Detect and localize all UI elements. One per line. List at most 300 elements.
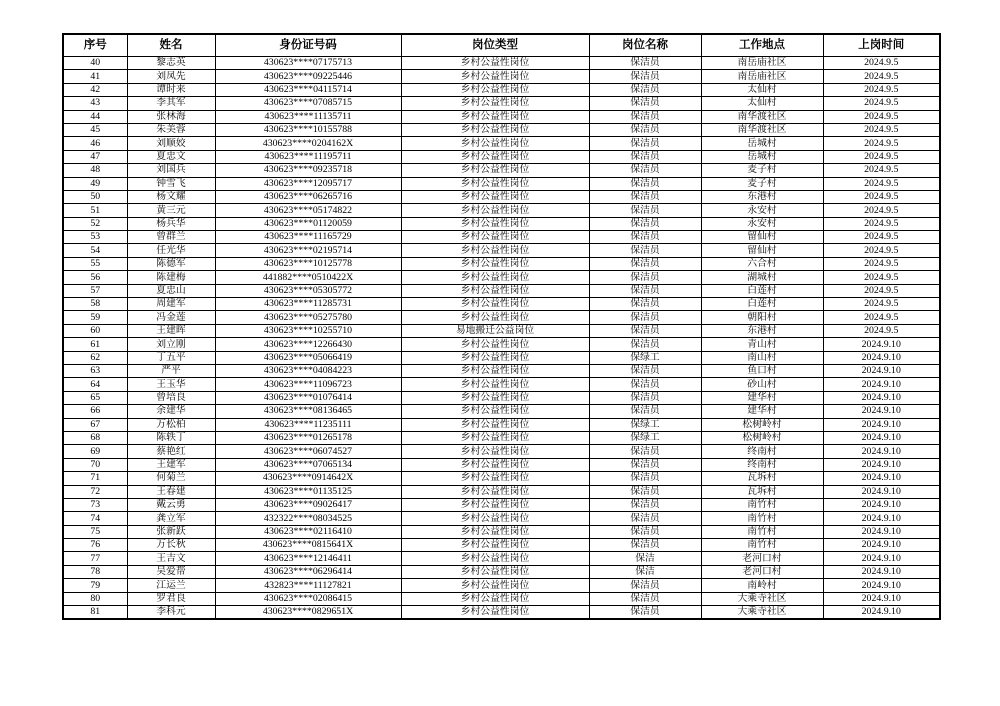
cell-seq: 76 [63,539,127,552]
cell-position-name: 保绿工 [589,431,701,444]
cell-position-name: 保洁员 [589,472,701,485]
cell-start-date: 2024.9.5 [823,123,940,136]
cell-position-name: 保洁员 [589,378,701,391]
cell-name: 杨文耀 [127,190,215,203]
cell-position-type: 乡村公益性岗位 [401,284,589,297]
cell-start-date: 2024.9.10 [823,606,940,620]
cell-position-name: 保洁员 [589,190,701,203]
cell-start-date: 2024.9.10 [823,405,940,418]
table-row [63,177,940,190]
cell-position-type: 乡村公益性岗位 [401,552,589,565]
cell-work-location: 永安村 [701,204,823,217]
cell-work-location: 瓦坼村 [701,472,823,485]
cell-name: 刘国兵 [127,164,215,177]
cell-name: 吴爱帮 [127,565,215,578]
cell-work-location: 建华村 [701,405,823,418]
cell-id-number: 430623****05305772 [215,284,401,297]
roster-table [62,33,941,620]
cell-position-name: 保洁员 [589,231,701,244]
cell-position-type: 乡村公益性岗位 [401,164,589,177]
cell-position-type: 乡村公益性岗位 [401,445,589,458]
cell-position-name: 保洁员 [589,539,701,552]
cell-position-type: 乡村公益性岗位 [401,231,589,244]
cell-position-name: 保洁员 [589,83,701,96]
cell-work-location: 老河口村 [701,552,823,565]
cell-position-name: 保洁员 [589,458,701,471]
column-header-position-name: 岗位名称 [589,34,701,57]
cell-id-number: 430623****10155788 [215,123,401,136]
cell-seq: 77 [63,552,127,565]
cell-start-date: 2024.9.5 [823,244,940,257]
cell-work-location: 终南村 [701,458,823,471]
cell-position-name: 保洁员 [589,150,701,163]
table-row [63,378,940,391]
cell-name: 张林海 [127,110,215,123]
cell-name: 陈德军 [127,257,215,270]
table-row [63,110,940,123]
cell-start-date: 2024.9.5 [823,110,940,123]
cell-start-date: 2024.9.5 [823,177,940,190]
cell-position-name: 保洁员 [589,298,701,311]
cell-position-type: 乡村公益性岗位 [401,606,589,620]
cell-position-name: 保洁 [589,552,701,565]
cell-position-type: 乡村公益性岗位 [401,351,589,364]
cell-position-name: 保洁员 [589,177,701,190]
cell-name: 张新跃 [127,525,215,538]
table-body [63,57,940,620]
cell-id-number: 432823****11127821 [215,579,401,592]
cell-seq: 52 [63,217,127,230]
table-row [63,137,940,150]
cell-id-number: 430623****07085715 [215,97,401,110]
cell-seq: 47 [63,150,127,163]
cell-position-type: 乡村公益性岗位 [401,378,589,391]
cell-position-type: 乡村公益性岗位 [401,458,589,471]
cell-position-name: 保洁员 [589,123,701,136]
cell-position-name: 保洁 [589,565,701,578]
cell-position-name: 保洁员 [589,391,701,404]
cell-id-number: 430623****05174822 [215,204,401,217]
cell-name: 丁五平 [127,351,215,364]
cell-seq: 42 [63,83,127,96]
table-row [63,485,940,498]
table-row [63,231,940,244]
table-row [63,498,940,511]
cell-seq: 48 [63,164,127,177]
cell-name: 余建华 [127,405,215,418]
cell-position-name: 保洁员 [589,579,701,592]
cell-id-number: 430623****12266430 [215,338,401,351]
cell-seq: 44 [63,110,127,123]
cell-position-name: 保洁员 [589,525,701,538]
cell-position-type: 乡村公益性岗位 [401,257,589,270]
cell-position-type: 乡村公益性岗位 [401,70,589,83]
cell-start-date: 2024.9.10 [823,565,940,578]
cell-name: 万长秋 [127,539,215,552]
table-row [63,164,940,177]
cell-position-type: 乡村公益性岗位 [401,137,589,150]
cell-name: 朱美蓉 [127,123,215,136]
cell-start-date: 2024.9.5 [823,97,940,110]
cell-id-number: 430623****0829651X [215,606,401,620]
cell-work-location: 六合村 [701,257,823,270]
table-row [63,244,940,257]
cell-name: 黎志英 [127,57,215,70]
cell-position-name: 保洁员 [589,244,701,257]
table-row [63,70,940,83]
cell-name: 江运兰 [127,579,215,592]
cell-position-name: 保洁员 [589,606,701,620]
cell-work-location: 松树岭村 [701,418,823,431]
table-row [63,204,940,217]
cell-position-name: 保洁员 [589,338,701,351]
column-header-id-number: 身份证号码 [215,34,401,57]
table-row [63,458,940,471]
cell-id-number: 430623****0815641X [215,539,401,552]
cell-position-type: 乡村公益性岗位 [401,311,589,324]
cell-start-date: 2024.9.10 [823,378,940,391]
table-row [63,217,940,230]
cell-position-type: 乡村公益性岗位 [401,271,589,284]
cell-position-type: 乡村公益性岗位 [401,565,589,578]
table-row [63,351,940,364]
cell-seq: 56 [63,271,127,284]
cell-position-type: 乡村公益性岗位 [401,472,589,485]
cell-start-date: 2024.9.5 [823,284,940,297]
table-row [63,150,940,163]
cell-work-location: 大乘寺社区 [701,606,823,620]
cell-name: 罗君良 [127,592,215,605]
cell-position-type: 乡村公益性岗位 [401,110,589,123]
table-row [63,592,940,605]
cell-seq: 57 [63,284,127,297]
cell-position-name: 保洁员 [589,137,701,150]
cell-work-location: 老河口村 [701,565,823,578]
cell-name: 王玉华 [127,378,215,391]
cell-start-date: 2024.9.10 [823,431,940,444]
cell-start-date: 2024.9.5 [823,298,940,311]
cell-position-name: 保洁员 [589,257,701,270]
cell-id-number: 430623****04115714 [215,83,401,96]
column-header-name: 姓名 [127,34,215,57]
cell-start-date: 2024.9.10 [823,472,940,485]
cell-name: 黄三元 [127,204,215,217]
cell-position-type: 乡村公益性岗位 [401,57,589,70]
cell-position-name: 保洁员 [589,164,701,177]
cell-id-number: 430623****07175713 [215,57,401,70]
cell-work-location: 留仙村 [701,231,823,244]
cell-position-name: 保洁员 [589,405,701,418]
cell-work-location: 太仙村 [701,83,823,96]
cell-name: 王建军 [127,458,215,471]
table-row [63,472,940,485]
table-row [63,83,940,96]
cell-position-name: 保洁员 [589,57,701,70]
cell-seq: 51 [63,204,127,217]
cell-position-name: 保洁员 [589,70,701,83]
cell-position-type: 乡村公益性岗位 [401,431,589,444]
cell-start-date: 2024.9.5 [823,231,940,244]
table-row [63,257,940,270]
cell-position-type: 乡村公益性岗位 [401,83,589,96]
table-row [63,445,940,458]
cell-work-location: 青山村 [701,338,823,351]
cell-name: 陈建梅 [127,271,215,284]
cell-start-date: 2024.9.10 [823,418,940,431]
cell-start-date: 2024.9.5 [823,217,940,230]
cell-id-number: 430623****05275780 [215,311,401,324]
cell-start-date: 2024.9.10 [823,338,940,351]
cell-seq: 40 [63,57,127,70]
cell-seq: 69 [63,445,127,458]
table-row [63,565,940,578]
cell-position-type: 乡村公益性岗位 [401,177,589,190]
cell-name: 刘顺姣 [127,137,215,150]
cell-id-number: 430623****01076414 [215,391,401,404]
cell-position-type: 乡村公益性岗位 [401,405,589,418]
cell-seq: 68 [63,431,127,444]
cell-id-number: 430623****06265716 [215,190,401,203]
cell-start-date: 2024.9.5 [823,190,940,203]
cell-work-location: 南竹村 [701,539,823,552]
cell-work-location: 鱼口村 [701,364,823,377]
cell-position-type: 乡村公益性岗位 [401,190,589,203]
table-row [63,579,940,592]
cell-name: 冯金莲 [127,311,215,324]
cell-work-location: 南竹村 [701,498,823,511]
cell-work-location: 大乘寺社区 [701,592,823,605]
cell-start-date: 2024.9.10 [823,525,940,538]
cell-work-location: 南山村 [701,351,823,364]
cell-seq: 61 [63,338,127,351]
cell-position-type: 乡村公益性岗位 [401,204,589,217]
cell-work-location: 终南村 [701,445,823,458]
cell-work-location: 南岳庙社区 [701,70,823,83]
cell-work-location: 松树岭村 [701,431,823,444]
table-row [63,123,940,136]
cell-id-number: 432322****08034525 [215,512,401,525]
cell-id-number: 430623****11195711 [215,150,401,163]
cell-position-name: 保洁员 [589,204,701,217]
table-row [63,57,940,70]
cell-id-number: 430623****01120059 [215,217,401,230]
cell-id-number: 441882****0510422X [215,271,401,284]
cell-work-location: 麦子村 [701,177,823,190]
column-header-work-location: 工作地点 [701,34,823,57]
cell-work-location: 南岳庙社区 [701,57,823,70]
cell-seq: 64 [63,378,127,391]
cell-name: 龚立军 [127,512,215,525]
cell-position-type: 乡村公益性岗位 [401,539,589,552]
cell-position-name: 保洁员 [589,364,701,377]
cell-start-date: 2024.9.5 [823,164,940,177]
cell-id-number: 430623****11285731 [215,298,401,311]
cell-name: 曾群兰 [127,231,215,244]
table-row [63,284,940,297]
cell-position-name: 保绿工 [589,418,701,431]
cell-work-location: 永安村 [701,217,823,230]
cell-seq: 50 [63,190,127,203]
cell-seq: 54 [63,244,127,257]
column-header-start-date: 上岗时间 [823,34,940,57]
cell-position-type: 乡村公益性岗位 [401,592,589,605]
cell-id-number: 430623****07065134 [215,458,401,471]
cell-seq: 75 [63,525,127,538]
cell-work-location: 湖城村 [701,271,823,284]
table-row [63,525,940,538]
cell-start-date: 2024.9.10 [823,498,940,511]
table-row [63,311,940,324]
cell-work-location: 东港村 [701,324,823,337]
table-row [63,539,940,552]
cell-name: 严平 [127,364,215,377]
cell-position-type: 乡村公益性岗位 [401,485,589,498]
cell-id-number: 430623****12095717 [215,177,401,190]
cell-work-location: 建华村 [701,391,823,404]
cell-position-name: 保洁员 [589,110,701,123]
cell-seq: 53 [63,231,127,244]
cell-position-name: 保洁员 [589,324,701,337]
cell-work-location: 南竹村 [701,512,823,525]
cell-seq: 66 [63,405,127,418]
cell-position-name: 保洁员 [589,485,701,498]
cell-start-date: 2024.9.10 [823,485,940,498]
cell-start-date: 2024.9.5 [823,150,940,163]
cell-seq: 55 [63,257,127,270]
cell-position-name: 保洁员 [589,217,701,230]
cell-name: 王建晖 [127,324,215,337]
cell-seq: 62 [63,351,127,364]
cell-id-number: 430623****11235111 [215,418,401,431]
column-header-seq: 序号 [63,34,127,57]
table-row [63,271,940,284]
cell-start-date: 2024.9.5 [823,137,940,150]
cell-position-name: 保洁员 [589,592,701,605]
cell-position-type: 乡村公益性岗位 [401,338,589,351]
table-row [63,512,940,525]
cell-work-location: 南华渡社区 [701,110,823,123]
cell-work-location: 瓦坼村 [701,485,823,498]
cell-id-number: 430623****10125778 [215,257,401,270]
cell-start-date: 2024.9.10 [823,445,940,458]
cell-work-location: 岳城村 [701,150,823,163]
cell-name: 谭时来 [127,83,215,96]
cell-seq: 45 [63,123,127,136]
cell-position-type: 乡村公益性岗位 [401,579,589,592]
cell-seq: 78 [63,565,127,578]
cell-id-number: 430623****11165729 [215,231,401,244]
cell-start-date: 2024.9.5 [823,204,940,217]
cell-name: 万松柏 [127,418,215,431]
cell-work-location: 太仙村 [701,97,823,110]
cell-name: 陈轶丁 [127,431,215,444]
cell-start-date: 2024.9.10 [823,351,940,364]
cell-name: 任光华 [127,244,215,257]
cell-seq: 46 [63,137,127,150]
column-header-position-type: 岗位类型 [401,34,589,57]
cell-position-type: 乡村公益性岗位 [401,525,589,538]
cell-start-date: 2024.9.5 [823,257,940,270]
cell-work-location: 南华渡社区 [701,123,823,136]
cell-id-number: 430623****0204162X [215,137,401,150]
cell-seq: 74 [63,512,127,525]
cell-name: 王吉文 [127,552,215,565]
cell-seq: 58 [63,298,127,311]
cell-start-date: 2024.9.10 [823,458,940,471]
cell-seq: 65 [63,391,127,404]
cell-seq: 43 [63,97,127,110]
cell-position-type: 乡村公益性岗位 [401,150,589,163]
cell-seq: 60 [63,324,127,337]
cell-work-location: 麦子村 [701,164,823,177]
cell-position-type: 乡村公益性岗位 [401,217,589,230]
cell-name: 戴云勇 [127,498,215,511]
cell-position-type: 乡村公益性岗位 [401,512,589,525]
cell-name: 李科元 [127,606,215,620]
cell-position-type: 乡村公益性岗位 [401,418,589,431]
cell-start-date: 2024.9.10 [823,552,940,565]
cell-name: 蔡艳红 [127,445,215,458]
cell-start-date: 2024.9.10 [823,512,940,525]
cell-position-type: 乡村公益性岗位 [401,498,589,511]
table-row [63,418,940,431]
cell-position-type: 乡村公益性岗位 [401,391,589,404]
cell-name: 刘立刚 [127,338,215,351]
cell-start-date: 2024.9.5 [823,271,940,284]
header-row [63,34,940,57]
cell-id-number: 430623****05066419 [215,351,401,364]
cell-id-number: 430623****0914642X [215,472,401,485]
cell-start-date: 2024.9.5 [823,311,940,324]
cell-id-number: 430623****04084223 [215,364,401,377]
cell-work-location: 朝阳村 [701,311,823,324]
cell-id-number: 430623****02195714 [215,244,401,257]
cell-name: 钟雪飞 [127,177,215,190]
cell-start-date: 2024.9.10 [823,539,940,552]
cell-id-number: 430623****02086415 [215,592,401,605]
table-row [63,298,940,311]
cell-work-location: 东港村 [701,190,823,203]
cell-name: 夏忠文 [127,150,215,163]
cell-name: 何菊兰 [127,472,215,485]
cell-position-type: 乡村公益性岗位 [401,97,589,110]
cell-id-number: 430623****09026417 [215,498,401,511]
cell-seq: 63 [63,364,127,377]
cell-name: 曾培良 [127,391,215,404]
cell-id-number: 430623****12146411 [215,552,401,565]
cell-name: 杨兵华 [127,217,215,230]
cell-position-name: 保洁员 [589,311,701,324]
table-row [63,552,940,565]
cell-position-name: 保绿工 [589,351,701,364]
cell-position-name: 保洁员 [589,284,701,297]
cell-position-name: 保洁员 [589,512,701,525]
cell-id-number: 430623****11096723 [215,378,401,391]
table-row [63,97,940,110]
cell-seq: 49 [63,177,127,190]
cell-seq: 41 [63,70,127,83]
cell-start-date: 2024.9.5 [823,57,940,70]
cell-position-name: 保洁员 [589,498,701,511]
cell-start-date: 2024.9.10 [823,364,940,377]
cell-work-location: 南竹村 [701,525,823,538]
cell-seq: 67 [63,418,127,431]
table-row [63,391,940,404]
cell-name: 刘凤先 [127,70,215,83]
cell-seq: 72 [63,485,127,498]
cell-start-date: 2024.9.10 [823,592,940,605]
table-row [63,364,940,377]
